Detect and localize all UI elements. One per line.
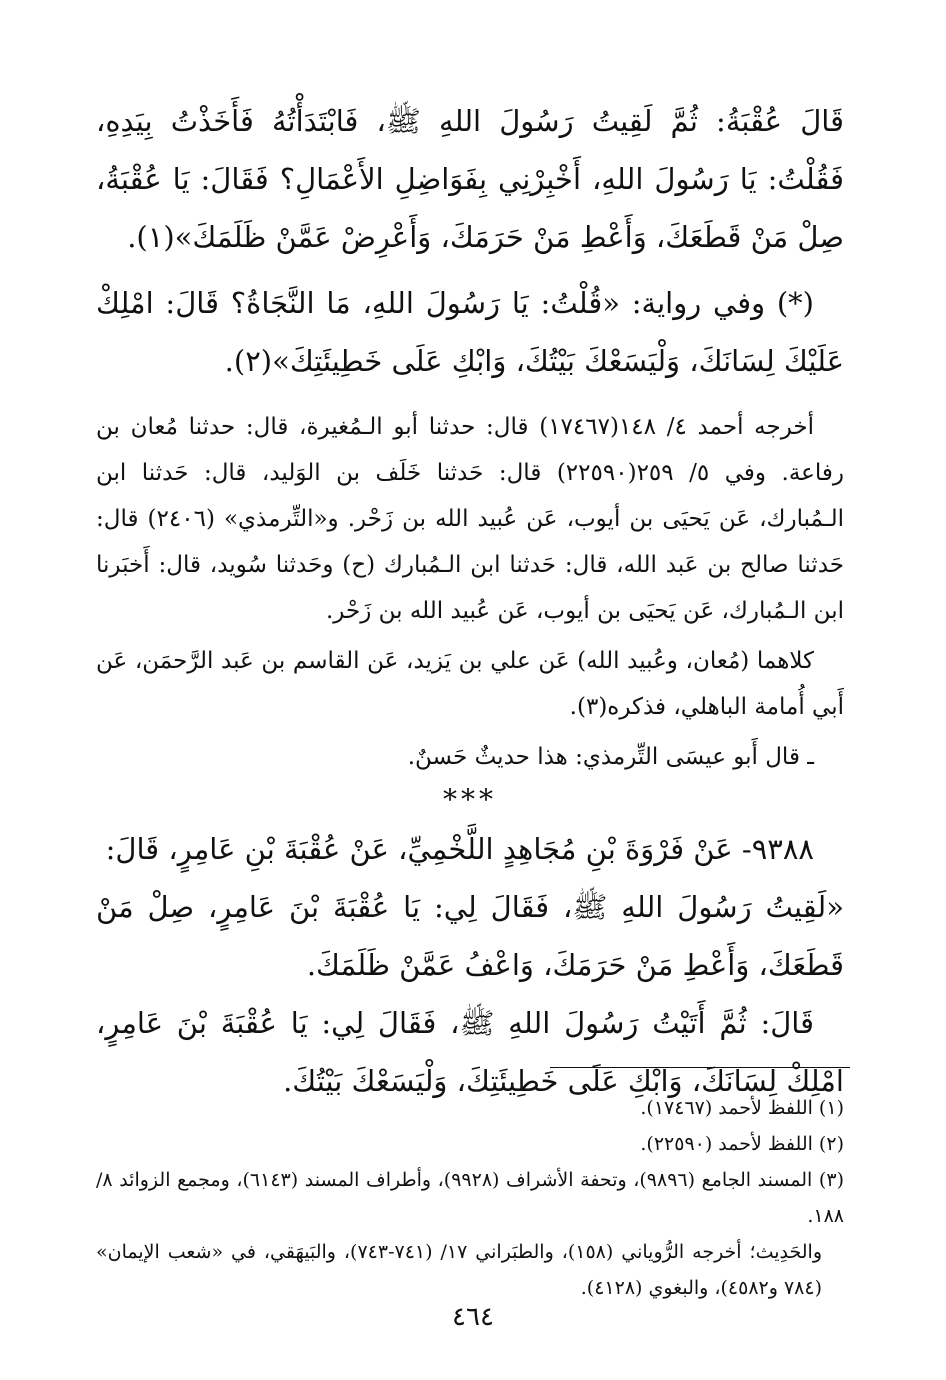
footnote-2: (٢) اللفظ لأحمد (٢٢٥٩٠). [640, 1133, 844, 1155]
takhrij-paragraph: أخرجه أحمد ٤/ ١٤٨(١٧٤٦٧) قال: حدثنا أبو الـمُغيرة، قال: حدثنا مُعان بن رفاعة. وفي ٥/ ٢٥٩(٢٢٥٩٠) قال: حَدثنا خَلَف بن الوَليد، قال: حَدثنا ابن الـمُبارك، عَن يَحيَى بن أيوب، عَن عُبيد الله بن زَحْر. و«التِّرمذي» (٢٤٠٦) قال: حَدثنا صالح بن عَبد الله، قال: حَدثنا ابن الـمُبارك (ح) وحَدثنا سُويد، قال: أَخبَرنا ابن الـمُبارك، عَن يَحيَى بن أيوب، عَن عُبيد الله بن زَحْر. [96, 414, 845, 624]
page-number: ٤٦٤ [452, 1302, 494, 1332]
isnad-summary-paragraph: كلاهما (مُعان، وعُبيد الله) عَن علي بن يَزيد، عَن القاسم بن عَبد الرَّحمَن، عَن أَبي أُمامة الباهلي، فذكره(٣). [96, 648, 844, 720]
riwaya-paragraph: (*) وفي رواية: «قُلْتُ: يَا رَسُولَ اللهِ، مَا النَّجَاةُ؟ قَالَ: امْلِكْ عَلَيْكَ لِسَانَكَ، وَلْيَسَعْكَ بَيْتُكَ، وَابْكِ عَلَى خَطِيئَتِكَ»(٢). [96, 286, 844, 378]
footnote-3-continuation: والحَدِيث؛ أخرجه الرُّوياني (١٥٨)، والطبَراني ١٧/ (٧٤١-٧٤٣)، والبَيهَقي، في «شعب الإيمان» (٧٨٤ و٤٥٨٢)، والبغوي (٤١٢٨). [96, 1241, 823, 1299]
hadith-heading: ٩٣٨٨- عَنْ فَرْوَةَ بْنِ مُجَاهِدٍ اللَّخْمِيِّ، عَنْ عُقْبَةَ بْنِ عَامِرٍ، قَالَ: [105, 832, 814, 866]
hadith-text-paragraph: «لَقِيتُ رَسُولَ اللهِ ﷺ، فَقَالَ لِي: يَا عُقْبَةَ بْنَ عَامِرٍ، صِلْ مَنْ قَطَعَكَ، وَأَعْطِ مَنْ حَرَمَكَ، وَاعْفُ عَمَّنْ ظَلَمَكَ. [96, 890, 844, 982]
footnotes [96, 1090, 844, 1306]
page-body [96, 86, 844, 1110]
footnote-1: (١) اللفظ لأحمد (١٧٤٦٧). [640, 1097, 844, 1119]
tirmidhi-grading-paragraph: ـ قال أَبو عيسَى التِّرمذي: هذا حديثٌ حَسنٌ. [407, 744, 814, 770]
footnote-divider [550, 1067, 850, 1068]
hadith-paragraph: قَالَ عُقْبَةُ: ثُمَّ لَقِيتُ رَسُولَ اللهِ ﷺ، فَابْتَدَأْتُهُ فَأَخَذْتُ بِيَدِهِ، فَقُلْتُ: يَا رَسُولَ اللهِ، أَخْبِرْنِي بِفَوَاضِلِ الأَعْمَالِ؟ فَقَالَ: يَا عُقْبَةُ، صِلْ مَنْ قَطَعَكَ، وَأَعْطِ مَنْ حَرَمَكَ، وَأَعْرِضْ عَمَّنْ ظَلَمَكَ»(١). [96, 104, 844, 254]
section-separator: *** [443, 783, 497, 816]
hadith-text-paragraph: قَالَ: ثُمَّ أَتَيْتُ رَسُولَ اللهِ ﷺ، فَقَالَ لِي: يَا عُقْبَةَ بْنَ عَامِرٍ، امْلِكْ لِسَانَكَ، وَابْكِ عَلَى خَطِيئَتِكَ، وَلْيَسَعْكَ بَيْتُكَ. [96, 1006, 844, 1098]
footnote-3: (٣) المسند الجامع (٩٨٩٦)، وتحفة الأشراف (٩٩٢٨)، وأطراف المسند (٦١٤٣)، ومجمع الزوائد ٨/ ١٨٨. [96, 1169, 844, 1227]
